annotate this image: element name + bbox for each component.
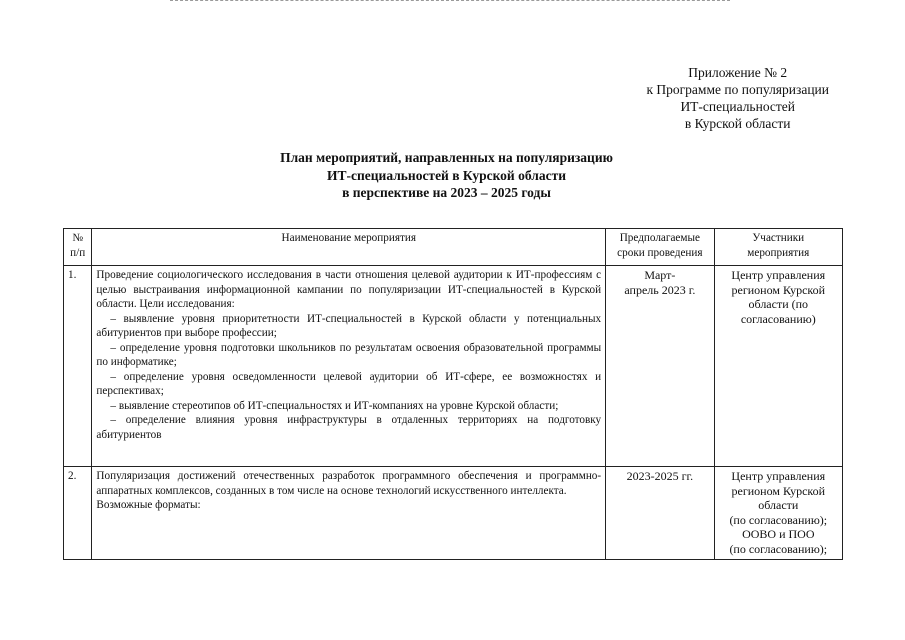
event-paragraph: – определение уровня осведомленности целевой аудитории об ИТ-сфере, ее возможностях и перспективах; [96, 370, 602, 397]
title-line: в перспективе на 2023 – 2025 годы [342, 185, 551, 200]
event-term: 2023-2025 гг. [606, 467, 714, 560]
participants-line: (по согласованию); [729, 512, 828, 527]
event-participants [714, 266, 842, 467]
title-line: ИТ-специальностей в Курской области [327, 167, 566, 183]
appendix-line: в Курской области [684, 116, 791, 131]
participants-line: области [758, 498, 799, 512]
header-number-line: № [72, 232, 84, 244]
participants-line: согласованию) [740, 311, 816, 326]
event-participants [714, 467, 842, 560]
event-paragraph: – определение уровня подготовки школьников по результатам освоения образовательной программы по информатике; [96, 341, 602, 368]
participants-line: регионом Курской [731, 483, 826, 498]
appendix-line: к Программе по популяризации [646, 82, 829, 97]
event-paragraph: Возможные форматы: [96, 499, 201, 511]
participants-line: области (по [748, 297, 809, 311]
row-number: 1. [64, 266, 92, 467]
event-paragraph: Популяризация достижений отечественных разработок программного обеспечения и программно-аппаратных комплексов, созданных в том числе на основе технологий искусственного интеллекта. [96, 470, 602, 497]
event-paragraph: – выявление уровня приоритетности ИТ-специальностей в Курской области у потенциальных абитуриентов при выборе профессии; [96, 312, 602, 339]
title-line: План мероприятий, направленных на популяризацию [280, 150, 613, 165]
row-number: 2. [64, 467, 92, 560]
header-event-name: Наименование мероприятия [92, 229, 606, 266]
header-term-line: Предполагаемые [619, 232, 700, 244]
scan-edge-line [170, 0, 730, 2]
participants-line: регионом Курской [731, 282, 826, 297]
header-term [606, 229, 714, 266]
table-row [64, 266, 843, 467]
event-description [92, 467, 606, 560]
header-term-line: сроки проведения [617, 246, 703, 259]
event-term-line: Март- [644, 268, 676, 282]
events-table [63, 228, 843, 560]
participants-line: ООВО и ПОО [742, 527, 815, 541]
event-term-line: апрель 2023 г. [624, 282, 696, 297]
participants-line: Центр управления [731, 268, 826, 282]
header-participants-line: мероприятия [747, 246, 810, 259]
header-number-line: п/п [70, 246, 86, 259]
event-paragraph: Проведение социологического исследования в части отношения целевой аудитории к ИТ-профессиям с целью выстраивания информационной кампании по популяризации ИТ-специальностей в Курской области. Цели исследования: [96, 269, 602, 310]
event-description [92, 266, 606, 467]
event-term [606, 266, 714, 467]
participants-line: Центр управления [731, 469, 826, 483]
event-paragraph: – выявление стереотипов об ИТ-специальностях и ИТ-компаниях на уровне Курской области; [110, 399, 559, 412]
event-paragraph: – определение влияния уровня инфраструктуры в отдаленных территориях на подготовку абитуриентов [96, 414, 602, 441]
appendix-line: Приложение № 2 [688, 65, 788, 80]
table-row [64, 467, 843, 560]
document-title [0, 149, 905, 202]
header-participants [714, 229, 842, 266]
header-participants-line: Участники [752, 232, 805, 244]
appendix-header [646, 64, 829, 132]
participants-line: (по согласованию); [729, 541, 828, 556]
table-header-row [64, 229, 843, 266]
header-number [64, 229, 92, 266]
appendix-line: ИТ-специальностей [680, 99, 796, 114]
